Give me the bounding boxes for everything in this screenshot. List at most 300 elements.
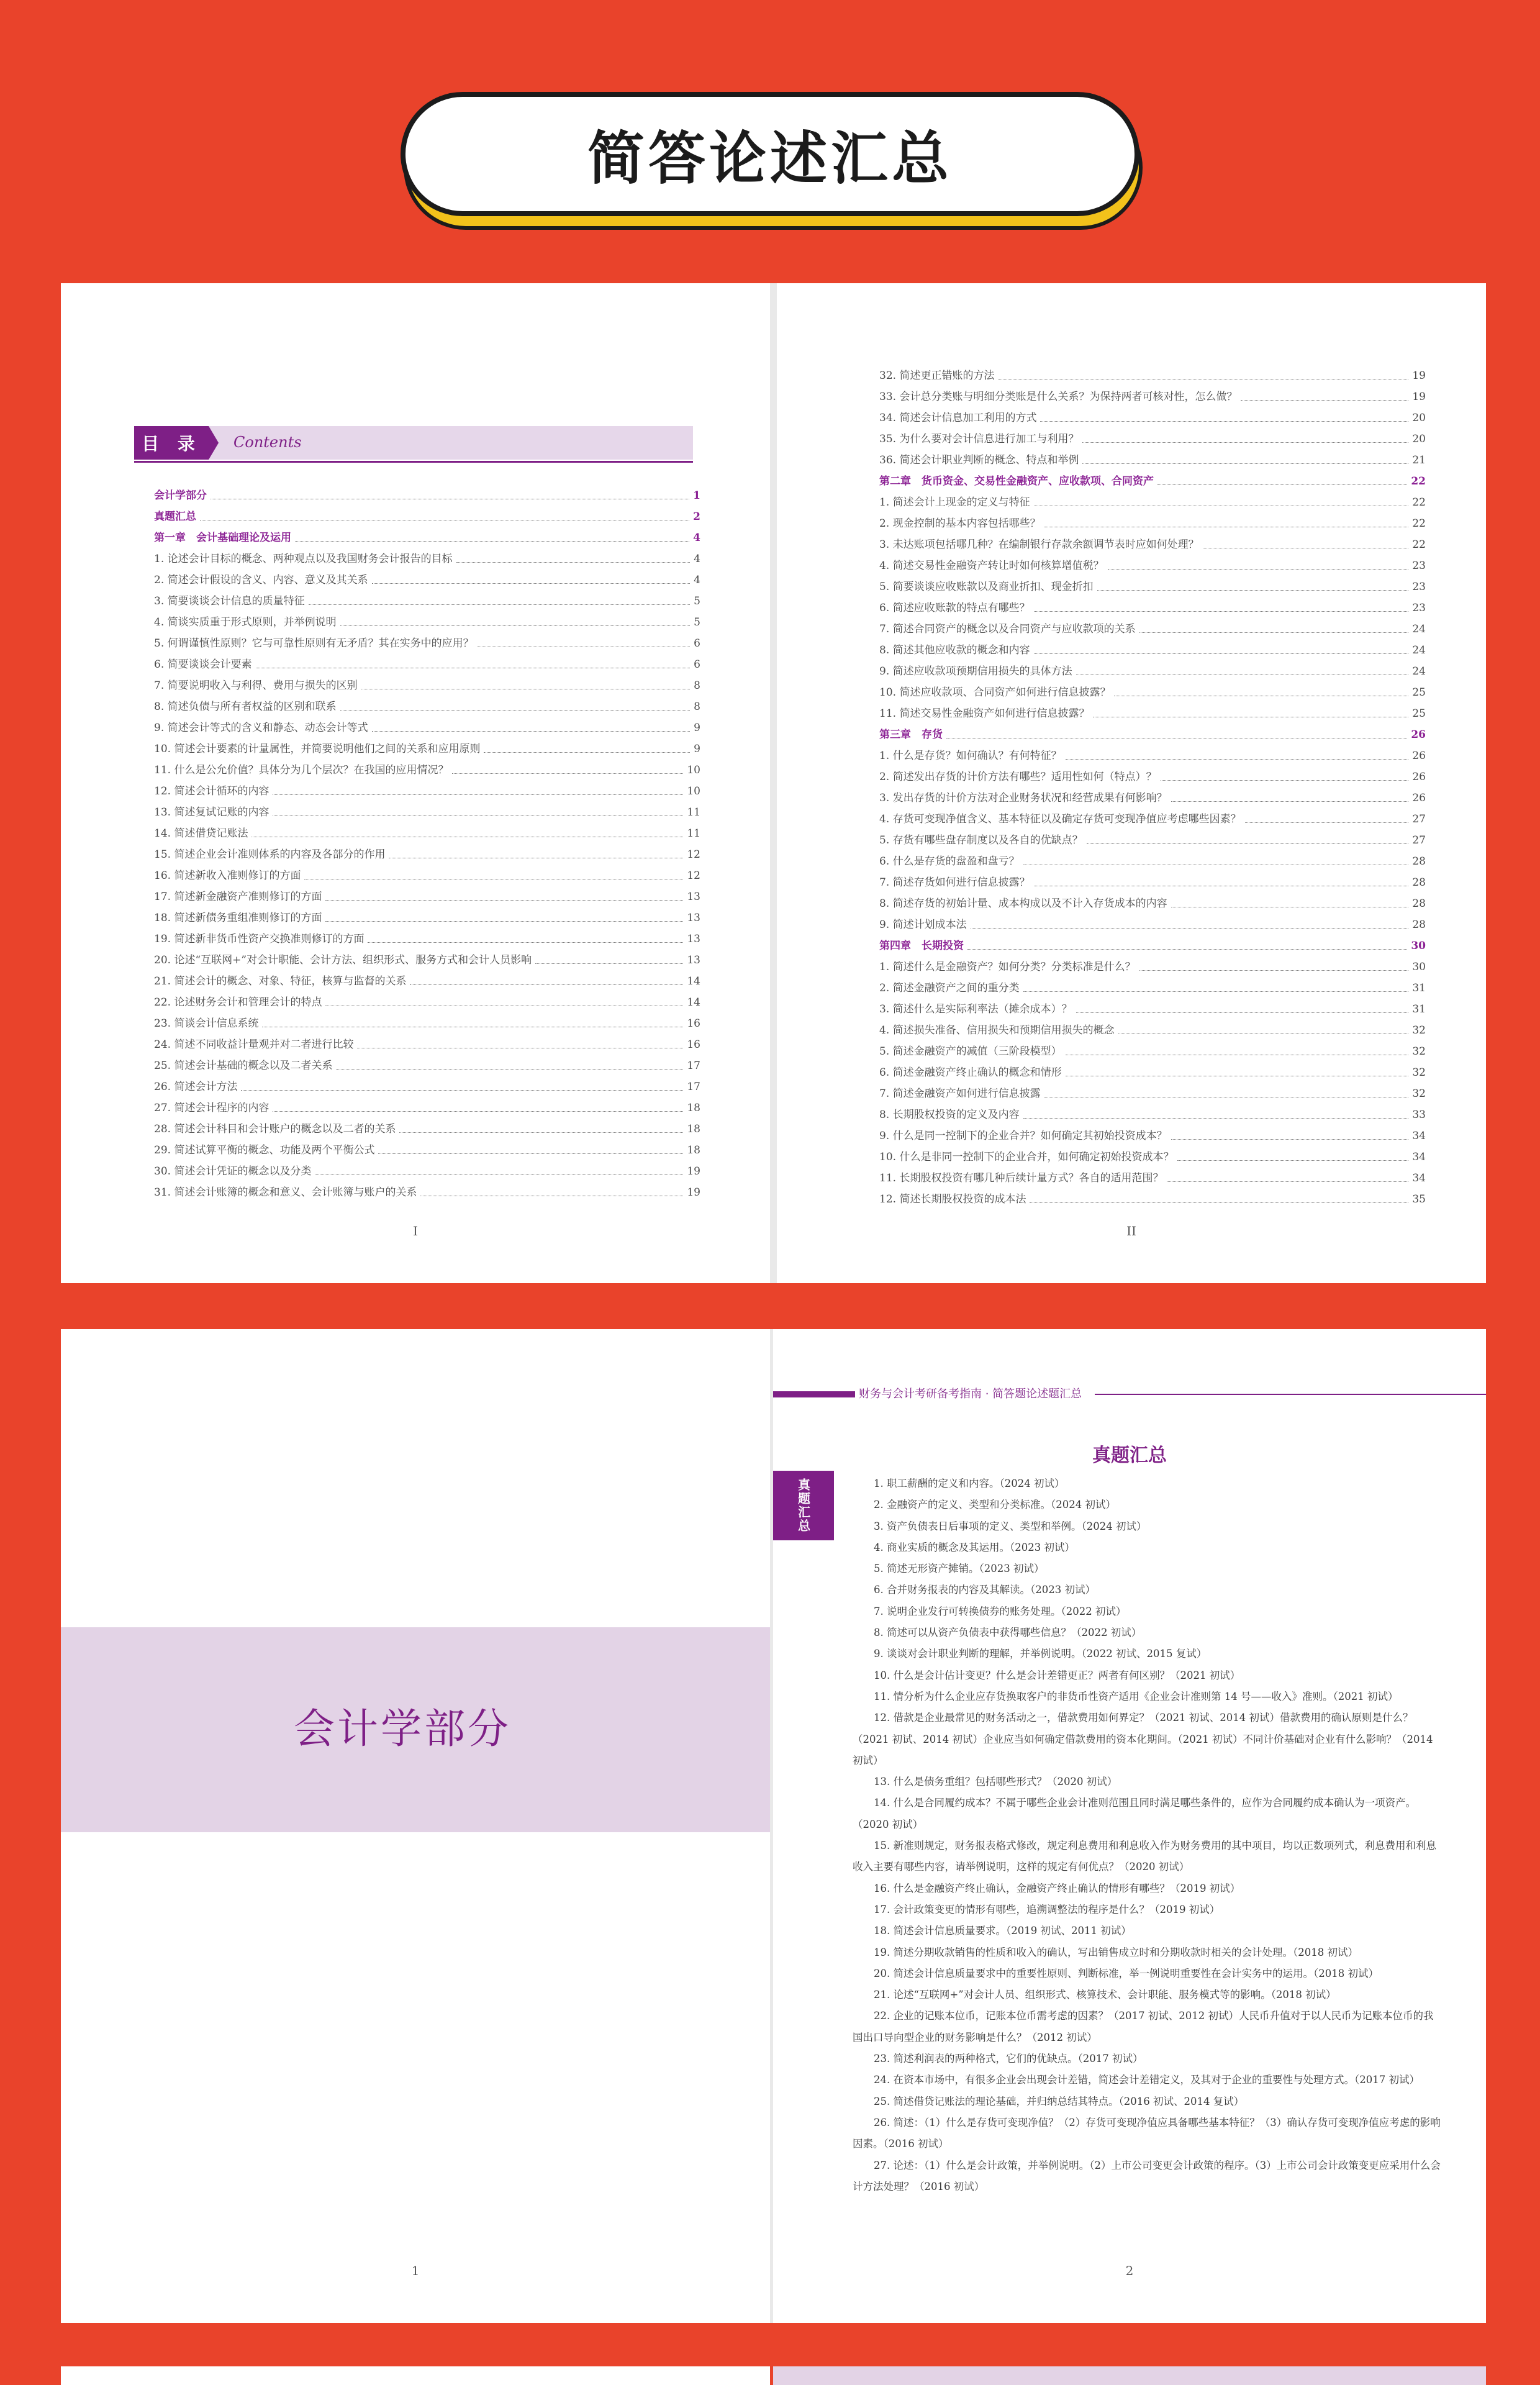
toc-entry-title: 2. 现金控制的基本内容包括哪些？ bbox=[879, 517, 1041, 530]
toc-leader bbox=[1241, 386, 1408, 401]
toc-leader bbox=[273, 1097, 683, 1112]
toc-entry-page: 18 bbox=[687, 1123, 700, 1135]
toc-entry-page: 26 bbox=[1411, 729, 1426, 741]
toc-entry-page: 5 bbox=[694, 595, 700, 607]
toc-entry-title: 8. 简述负债与所有者权益的区别和联系 bbox=[154, 701, 337, 713]
toc-entry[interactable] bbox=[879, 429, 1426, 450]
question-item: 27. 论述：（1）什么是会计政策，并举例说明。（2）上市公司变更会计政策的程序。（3）上市公司会计政策变更应采用什么会计方法处理？（2016 初试） bbox=[853, 2159, 1441, 2192]
toc-section-entry[interactable] bbox=[154, 527, 700, 548]
toc-entry[interactable] bbox=[879, 788, 1426, 809]
toc-leader bbox=[241, 1076, 683, 1091]
toc-leader bbox=[1139, 956, 1409, 971]
toc-leader bbox=[200, 506, 689, 520]
toc-section-entry[interactable] bbox=[879, 935, 1426, 956]
toc-entry[interactable] bbox=[879, 1083, 1426, 1104]
toc-entry-title: 第四章 长期投资 bbox=[879, 940, 964, 952]
toc-entry[interactable] bbox=[879, 407, 1426, 429]
toc-entry-page: 20 bbox=[1412, 433, 1426, 445]
toc-entry-title: 3. 发出存货的计价方法对企业财务状况和经营成果有何影响？ bbox=[879, 792, 1167, 804]
toc-entry-title: 6. 简要谈谈会计要素 bbox=[154, 658, 252, 671]
toc-leader bbox=[325, 886, 683, 901]
toc-entry[interactable] bbox=[879, 1125, 1426, 1147]
toc-leader bbox=[946, 724, 1407, 738]
toc-entry-page: 28 bbox=[1412, 919, 1426, 931]
toc-leader bbox=[1066, 1041, 1409, 1055]
toc-entry[interactable] bbox=[154, 781, 700, 802]
toc-entry-title: 第二章 货币资金、交易性金融资产、应收款项、合同资产 bbox=[879, 475, 1154, 488]
toc-entry-page: 24 bbox=[1412, 644, 1426, 656]
toc-entry-title: 5. 简要谈谈应收账款以及商业折扣、现金折扣 bbox=[879, 581, 1094, 593]
toc-leader bbox=[1097, 576, 1409, 591]
toc-entry-title: 10. 简述会计要素的计量属性，并简要说明他们之间的关系和应用原则 bbox=[154, 743, 481, 755]
toc-entry-title: 29. 简述试算平衡的概念、功能及两个平衡公式 bbox=[154, 1144, 375, 1156]
toc-entry[interactable] bbox=[879, 576, 1426, 597]
toc-entry[interactable] bbox=[154, 886, 700, 907]
toc-entry[interactable] bbox=[879, 640, 1426, 661]
toc-entry-title: 11. 简述交易性金融资产如何进行信息披露？ bbox=[879, 707, 1090, 720]
toc-entry-title: 11. 长期股权投资有哪几种后续计量方式？各自的适用范围？ bbox=[879, 1172, 1164, 1184]
toc-entry[interactable] bbox=[154, 1140, 700, 1161]
toc-entry-page: 13 bbox=[687, 954, 700, 966]
toc-entry[interactable] bbox=[154, 1161, 700, 1182]
toc-entry-title: 3. 简述什么是实际利率法（摊余成本）？ bbox=[879, 1003, 1072, 1015]
toc-entry-title: 20. 论述“互联网+”对会计职能、会计方法、组织形式、服务方式和会计人员影响 bbox=[154, 954, 532, 966]
toc-entry-page: 11 bbox=[687, 827, 700, 840]
toc-entry-page: 31 bbox=[1412, 982, 1426, 994]
toc-entry[interactable] bbox=[879, 555, 1426, 576]
toc-entry-title: 12. 简述会计循环的内容 bbox=[154, 785, 270, 797]
toc-entry[interactable] bbox=[879, 386, 1426, 407]
toc-entry-page: 17 bbox=[687, 1060, 700, 1072]
toc-entry-title: 23. 简谈会计信息系统 bbox=[154, 1017, 259, 1030]
toc-entry[interactable] bbox=[879, 1168, 1426, 1189]
toc-entry-page: 34 bbox=[1412, 1130, 1426, 1142]
question-item: 6. 合并财务报表的内容及其解读。（2023 初试） bbox=[874, 1584, 1095, 1596]
toc-entry-page: 19 bbox=[687, 1165, 700, 1178]
toc-entry-page: 33 bbox=[1412, 1109, 1426, 1121]
toc-entry[interactable] bbox=[879, 1147, 1426, 1168]
toc-entry-page: 9 bbox=[694, 722, 700, 734]
toc-entry-title: 13. 简述复试记账的内容 bbox=[154, 806, 270, 819]
question-item: 12. 借款是企业最常见的财务活动之一，借款费用如何界定？（2021 初试、2014 初试）借款费用的确认原则是什么？（2021 初试、2014 初试）企业应当如何确定借款费用的资本化期间。（2021 初试）不同计价基础对企业有什么影响？（2014 初试） bbox=[853, 1712, 1433, 1766]
toc-entry-title: 30. 简述会计凭证的概念以及分类 bbox=[154, 1165, 312, 1178]
toc-entry[interactable] bbox=[154, 865, 700, 886]
page-number: I bbox=[413, 1224, 418, 1238]
toc-leader bbox=[361, 675, 691, 689]
question-item: 26. 简述：（1）什么是存货可变现净值？（2）存货可变现净值应具备哪些基本特征？（3）确认存货可变现净值应考虑的影响因素。（2016 初试） bbox=[853, 2116, 1441, 2150]
toc-leader bbox=[357, 1034, 683, 1048]
toc-leader bbox=[1030, 1189, 1408, 1203]
toc-entry[interactable] bbox=[154, 907, 700, 929]
toc-entry[interactable] bbox=[154, 760, 700, 781]
toc-entry[interactable] bbox=[879, 766, 1426, 788]
toc-entry-page: 10 bbox=[687, 785, 700, 797]
real-questions-page bbox=[773, 1329, 1486, 2323]
page-number: 1 bbox=[411, 2263, 420, 2278]
toc-entry-title: 17. 简述新金融资产准则修订的方面 bbox=[154, 891, 322, 903]
toc-section-entry[interactable] bbox=[154, 485, 700, 506]
page-number: II bbox=[1126, 1224, 1136, 1238]
toc-leader bbox=[1023, 1104, 1409, 1119]
toc-entry-title: 1. 简述会计上现金的定义与特征 bbox=[879, 496, 1030, 509]
toc-leader bbox=[456, 548, 691, 563]
toc-entry-page: 14 bbox=[687, 996, 700, 1009]
question-list bbox=[853, 1473, 1443, 2197]
toc-tag-arrow bbox=[209, 426, 219, 460]
toc-section-entry[interactable] bbox=[154, 506, 700, 527]
toc-entry-page: 9 bbox=[694, 743, 700, 755]
toc-leader bbox=[340, 612, 691, 626]
toc-entry[interactable] bbox=[154, 950, 700, 971]
toc-entry[interactable] bbox=[879, 597, 1426, 619]
toc-entry-page: 8 bbox=[694, 679, 700, 692]
toc-entry-page: 4 bbox=[693, 532, 700, 544]
toc-entry[interactable] bbox=[879, 1189, 1426, 1210]
toc-entry-page: 10 bbox=[687, 764, 700, 776]
toc-entry[interactable] bbox=[154, 591, 700, 612]
toc-leader bbox=[1157, 471, 1407, 485]
toc-entry-title: 1. 什么是存货？如何确认？有何特征？ bbox=[879, 750, 1062, 762]
toc-entry[interactable] bbox=[879, 1104, 1426, 1125]
toc-leader bbox=[1044, 1083, 1409, 1097]
toc-leader bbox=[340, 696, 691, 711]
toc-leader bbox=[251, 823, 683, 837]
toc-entry[interactable] bbox=[154, 1034, 700, 1055]
question-item: 8. 简述可以从资产负债表中获得哪些信息？（2022 初试） bbox=[874, 1627, 1142, 1639]
toc-entry-title: 6. 简述金融资产终止确认的概念和情形 bbox=[879, 1066, 1062, 1079]
toc-entry-page: 6 bbox=[694, 658, 700, 671]
toc-entry-title: 5. 存货有哪些盘存制度以及各自的优缺点？ bbox=[879, 834, 1083, 847]
toc-contents-label: Contents bbox=[233, 434, 302, 451]
toc-entry-title: 2. 简述发出存货的计价方法有哪些？适用性如何（特点）？ bbox=[879, 771, 1157, 783]
side-tab: 真题汇总 bbox=[773, 1471, 834, 1540]
toc-leader bbox=[535, 950, 683, 964]
toc-entry[interactable] bbox=[879, 534, 1426, 555]
question-item: 24. 在资本市场中，有很多企业会出现会计差错，简述会计差错定义，及其对于企业的重要性与处理方式。（2017 初试） bbox=[874, 2074, 1420, 2086]
toc-entry[interactable] bbox=[154, 1097, 700, 1119]
toc-entry[interactable] bbox=[154, 929, 700, 950]
toc-leader bbox=[1040, 407, 1408, 422]
toc-entry-title: 9. 简述应收款项预期信用损失的具体方法 bbox=[879, 665, 1072, 678]
toc-entry-title: 会计学部分 bbox=[154, 489, 207, 502]
toc-section-entry[interactable] bbox=[879, 471, 1426, 492]
toc-entry[interactable] bbox=[879, 365, 1426, 386]
toc-entry[interactable] bbox=[154, 738, 700, 760]
toc-entry-page: 22 bbox=[1412, 538, 1426, 551]
toc-leader bbox=[1066, 745, 1409, 760]
toc-entry[interactable] bbox=[879, 492, 1426, 513]
toc-leader bbox=[211, 485, 689, 499]
toc-entry[interactable] bbox=[879, 872, 1426, 893]
toc-entry-title: 16. 简述新收入准则修订的方面 bbox=[154, 870, 301, 882]
toc-entry-title: 34. 简述会计信息加工利用的方式 bbox=[879, 412, 1037, 424]
toc-entry-page: 22 bbox=[1412, 496, 1426, 509]
toc-leader bbox=[256, 654, 691, 668]
toc-entry-title: 5. 何谓谨慎性原则？它与可靠性原则有无矛盾？其在实务中的应用？ bbox=[154, 637, 474, 650]
question-item: 16. 什么是金融资产终止确认，金融资产终止确认的情形有哪些？（2019 初试） bbox=[874, 1882, 1241, 1894]
toc-leader bbox=[1245, 809, 1409, 823]
toc-entry-title: 21. 简述会计的概念、对象、特征，核算与监督的关系 bbox=[154, 975, 407, 988]
toc-entry-title: 1. 简述什么是金融资产？如何分类？分类标准是什么？ bbox=[879, 961, 1136, 973]
toc-entry-page: 26 bbox=[1412, 750, 1426, 762]
toc-entry-page: 26 bbox=[1412, 792, 1426, 804]
toc-leader bbox=[325, 992, 683, 1006]
toc-entry[interactable] bbox=[154, 717, 700, 738]
toc-entry-title: 第一章 会计基础理论及运用 bbox=[154, 532, 291, 544]
toc-entry-title: 36. 简述会计职业判断的概念、特点和举例 bbox=[879, 454, 1079, 466]
toc-entry-title: 7. 简要说明收入与利得、费用与损失的区别 bbox=[154, 679, 358, 692]
toc-entry-title: 8. 简述其他应收款的概念和内容 bbox=[879, 644, 1030, 656]
section-title: 真题汇总 bbox=[1092, 1445, 1167, 1466]
toc-entry-page: 21 bbox=[1412, 454, 1426, 466]
question-item: 22. 企业的记账本位币，记账本位币需考虑的因素？（2017 初试、2012 初试）人民币升值对于以人民币为记账本位币的我国出口导向型企业的财务影响是什么？（2012 初试） bbox=[853, 2010, 1434, 2043]
toc-entry-page: 5 bbox=[694, 616, 700, 629]
toc-entry-title: 4. 简述损失准备、信用损失和预期信用损失的概念 bbox=[879, 1024, 1115, 1037]
toc-leader bbox=[1044, 513, 1409, 527]
toc-entry[interactable] bbox=[879, 703, 1426, 724]
toc-list-1 bbox=[154, 485, 700, 1203]
toc-entry[interactable] bbox=[154, 675, 700, 696]
toc-entry-page: 19 bbox=[687, 1186, 700, 1199]
toc-leader bbox=[378, 1140, 683, 1154]
toc-entry[interactable] bbox=[879, 1041, 1426, 1062]
toc-entry[interactable] bbox=[879, 513, 1426, 534]
toc-entry[interactable] bbox=[879, 1062, 1426, 1083]
toc-entry-title: 28. 简述会计科目和会计账户的概念以及二者的关系 bbox=[154, 1123, 396, 1135]
toc-leader bbox=[452, 760, 683, 774]
toc-entry-title: 27. 简述会计程序的内容 bbox=[154, 1102, 270, 1114]
question-item: 9. 谈谈对会计职业判断的理解，并举例说明。（2022 初试、2015 复试） bbox=[874, 1648, 1207, 1660]
toc-list-2 bbox=[879, 365, 1426, 1210]
toc-entry[interactable] bbox=[879, 851, 1426, 872]
toc-leader bbox=[410, 971, 683, 985]
toc-entry-page: 4 bbox=[694, 553, 700, 565]
toc-entry-page: 32 bbox=[1412, 1066, 1426, 1079]
toc-entry[interactable] bbox=[879, 893, 1426, 914]
toc-entry-page: 27 bbox=[1412, 813, 1426, 825]
toc-entry-page: 25 bbox=[1412, 686, 1426, 699]
toc-leader bbox=[478, 633, 691, 647]
toc-entry[interactable] bbox=[879, 914, 1426, 935]
toc-entry-title: 32. 简述更正错账的方法 bbox=[879, 370, 995, 382]
toc-entry[interactable] bbox=[154, 1076, 700, 1097]
question-item: 15. 新准则规定，财务报表格式修改，规定利息费用和利息收入作为财务费用的其中项目，均以正数项列式，利息费用和利息收入主要有哪些内容，请举例说明，这样的规定有何优点？（2020 初试） bbox=[853, 1840, 1436, 1873]
toc-entry-page: 13 bbox=[687, 912, 700, 924]
toc-leader bbox=[262, 1013, 683, 1027]
toc-entry[interactable] bbox=[879, 745, 1426, 766]
toc-entry-page: 28 bbox=[1412, 897, 1426, 910]
toc-entry-page: 4 bbox=[694, 574, 700, 586]
toc-entry-title: 14. 简述借贷记账法 bbox=[154, 827, 248, 840]
question-item: 18. 简述会计信息质量要求。（2019 初试、2011 初试） bbox=[874, 1925, 1131, 1937]
toc-entry-page: 19 bbox=[1412, 391, 1426, 403]
toc-entry-title: 真题汇总 bbox=[154, 511, 196, 523]
toc-leader bbox=[1076, 999, 1409, 1013]
toc-leader bbox=[368, 929, 683, 943]
toc-entry-title: 4. 存货可变现净值含义、基本特征以及确定存货可变现净值应考虑哪些因素？ bbox=[879, 813, 1241, 825]
toc-leader bbox=[1139, 619, 1409, 633]
question-item: 2. 金融资产的定义、类型和分类标准。（2024 初试） bbox=[874, 1499, 1116, 1511]
toc-entry-page: 22 bbox=[1411, 475, 1426, 488]
toc-leader bbox=[1034, 492, 1409, 506]
toc-entry-title: 6. 简述应收账款的特点有哪些？ bbox=[879, 602, 1030, 614]
toc-entry[interactable] bbox=[154, 1119, 700, 1140]
title-banner bbox=[401, 92, 1139, 216]
toc-entry[interactable] bbox=[154, 802, 700, 823]
toc-entry-title: 15. 简述企业会计准则体系的内容及各部分的作用 bbox=[154, 848, 386, 861]
toc-entry-page: 19 bbox=[1412, 370, 1426, 382]
toc-entry[interactable] bbox=[879, 956, 1426, 978]
toc-leader bbox=[1082, 450, 1408, 464]
toc-leader bbox=[273, 802, 683, 816]
running-head-rule bbox=[1095, 1394, 1486, 1395]
toc-entry[interactable] bbox=[154, 823, 700, 844]
toc-leader bbox=[1177, 1147, 1408, 1161]
toc-entry-title: 2. 简述会计假设的含义、内容、意义及其关系 bbox=[154, 574, 368, 586]
toc-entry-page: 11 bbox=[687, 806, 700, 819]
toc-entry-title: 10. 什么是非同一控制下的企业合并，如何确定初始投资成本？ bbox=[879, 1151, 1174, 1163]
question-item: 20. 简述会计信息质量要求中的重要性原则、判断标准，举一例说明重要性在会计实务中的运用。（2018 初试） bbox=[874, 1967, 1379, 1979]
toc-leader bbox=[1171, 1125, 1409, 1140]
toc-leader bbox=[1203, 534, 1409, 548]
toc-entry-page: 32 bbox=[1412, 1088, 1426, 1100]
toc-leader bbox=[372, 717, 691, 732]
question-item: 25. 简述借贷记账法的理论基础，并归纳总结其特点。（2016 初试、2014 复试） bbox=[874, 2095, 1244, 2107]
toc-leader bbox=[399, 1119, 683, 1133]
toc-leader bbox=[971, 914, 1409, 929]
toc-entry-page: 8 bbox=[694, 701, 700, 713]
toc-entry-page: 12 bbox=[687, 870, 700, 882]
toc-entry-title: 7. 简述金融资产如何进行信息披露 bbox=[879, 1088, 1041, 1100]
toc-section-entry[interactable] bbox=[879, 724, 1426, 745]
toc-entry-page: 28 bbox=[1412, 876, 1426, 889]
toc-entry-page: 18 bbox=[687, 1102, 700, 1114]
toc-leader bbox=[998, 365, 1408, 379]
question-item: 3. 资产负债表日后事项的定义、类型和举例。（2024 初试） bbox=[874, 1520, 1147, 1532]
toc-entry-title: 25. 简述会计基础的概念以及二者关系 bbox=[154, 1060, 333, 1072]
toc-entry-page: 20 bbox=[1412, 412, 1426, 424]
toc-page-1 bbox=[61, 283, 770, 1283]
toc-entry[interactable] bbox=[154, 570, 700, 591]
toc-entry-title: 9. 简述计划成本法 bbox=[879, 919, 967, 931]
toc-entry[interactable] bbox=[154, 548, 700, 570]
toc-entry[interactable] bbox=[154, 696, 700, 717]
toc-entry[interactable] bbox=[879, 999, 1426, 1020]
toc-entry-page: 23 bbox=[1412, 560, 1426, 572]
question-item: 1. 职工薪酬的定义和内容。（2024 初试） bbox=[874, 1478, 1065, 1489]
toc-entry[interactable] bbox=[154, 1055, 700, 1076]
toc-entry-title: 2. 简述金融资产之间的重分类 bbox=[879, 982, 1020, 994]
toc-entry[interactable] bbox=[154, 612, 700, 633]
toc-entry-title: 11. 什么是公允价值？具体分为几个层次？在我国的应用情况？ bbox=[154, 764, 449, 776]
toc-entry[interactable] bbox=[154, 1013, 700, 1034]
toc-entry-title: 9. 简述会计等式的含义和静态、动态会计等式 bbox=[154, 722, 368, 734]
toc-entry-page: 28 bbox=[1412, 855, 1426, 868]
toc-leader bbox=[1108, 555, 1409, 570]
toc-leader bbox=[1167, 1168, 1408, 1182]
toc-leader bbox=[295, 527, 689, 542]
question-item: 11. 情分析为什么企业应存货换取客户的非货币性资产适用《企业会计准则第 14 号——收入》准则。（2021 初试） bbox=[874, 1690, 1398, 1702]
toc-entry-title: 8. 简述存货的初始计量、成本构成以及不计入存货成本的内容 bbox=[879, 897, 1167, 910]
next-page-left bbox=[61, 2366, 770, 2385]
toc-entry-title: 31. 简述会计账簿的概念和意义、会计账簿与账户的关系 bbox=[154, 1186, 417, 1199]
toc-leader bbox=[1171, 788, 1409, 802]
toc-entry-title: 22. 论述财务会计和管理会计的特点 bbox=[154, 996, 322, 1009]
toc-entry-page: 35 bbox=[1412, 1193, 1426, 1206]
question-item: 17. 会计政策变更的情形有哪些，追溯调整法的程序是什么？（2019 初试） bbox=[874, 1903, 1220, 1915]
toc-entry-page: 6 bbox=[694, 637, 700, 650]
toc-entry[interactable] bbox=[879, 830, 1426, 851]
toc-leader bbox=[304, 865, 683, 879]
toc-entry-page: 34 bbox=[1412, 1151, 1426, 1163]
question-item: 19. 简述分期收款销售的性质和收入的确认，写出销售成立时和分期收款时相关的会计处理。（2018 初试） bbox=[874, 1946, 1358, 1958]
toc-leader bbox=[325, 907, 683, 922]
part-title-page bbox=[61, 1329, 770, 2323]
toc-entry-page: 23 bbox=[1412, 581, 1426, 593]
page-number: 2 bbox=[1125, 2263, 1134, 2278]
toc-entry-title: 6. 什么是存货的盘盈和盘亏？ bbox=[879, 855, 1020, 868]
toc-entry-title: 3. 未达账项包括哪几种？在编制银行存款余额调节表时应如何处理？ bbox=[879, 538, 1199, 551]
toc-entry[interactable] bbox=[879, 450, 1426, 471]
toc-entry-title: 35. 为什么要对会计信息进行加工与利用？ bbox=[879, 433, 1079, 445]
toc-entry-page: 12 bbox=[687, 848, 700, 861]
toc-entry[interactable] bbox=[879, 661, 1426, 682]
question-item: 21. 论述“互联网+”对会计人员、组织形式、核算技术、会计职能、服务模式等的影响。（2018 初试） bbox=[874, 1989, 1336, 2001]
toc-entry[interactable] bbox=[879, 978, 1426, 999]
toc-entry[interactable] bbox=[879, 1020, 1426, 1041]
toc-entry-page: 22 bbox=[1412, 517, 1426, 530]
toc-entry-page: 30 bbox=[1412, 961, 1426, 973]
toc-entry-page: 13 bbox=[687, 891, 700, 903]
toc-entry[interactable] bbox=[154, 992, 700, 1013]
toc-leader bbox=[1114, 682, 1408, 696]
toc-leader bbox=[309, 591, 691, 605]
toc-entry-page: 1 bbox=[693, 489, 700, 502]
part-title: 会计学部分 bbox=[294, 1705, 511, 1753]
toc-leader bbox=[1034, 640, 1409, 654]
toc-entry[interactable] bbox=[879, 619, 1426, 640]
toc-entry[interactable] bbox=[879, 809, 1426, 830]
toc-leader bbox=[1034, 597, 1409, 612]
toc-entry[interactable] bbox=[154, 844, 700, 865]
toc-entry-page: 23 bbox=[1412, 602, 1426, 614]
toc-entry-page: 34 bbox=[1412, 1172, 1426, 1184]
running-head: 财务与会计考研备考指南 · 简答题论述题汇总 bbox=[859, 1388, 1082, 1401]
toc-entry[interactable] bbox=[879, 682, 1426, 703]
toc-leader bbox=[389, 844, 683, 858]
toc-leader bbox=[1171, 893, 1409, 907]
toc-entry-title: 9. 什么是同一控制下的企业合并？如何确定其初始投资成本？ bbox=[879, 1130, 1167, 1142]
toc-leader bbox=[1161, 766, 1409, 781]
toc-entry-title: 5. 简述金融资产的减值（三阶段模型） bbox=[879, 1045, 1062, 1058]
toc-entry-page: 14 bbox=[687, 975, 700, 988]
toc-entry-page: 24 bbox=[1412, 665, 1426, 678]
banner-title: 简答论述汇总 bbox=[587, 125, 953, 192]
toc-entry-title: 7. 简述合同资产的概念以及合同资产与应收款项的关系 bbox=[879, 623, 1136, 635]
toc-entry[interactable] bbox=[154, 654, 700, 675]
toc-tag: 目 录 bbox=[134, 426, 209, 460]
running-head-bar bbox=[773, 1391, 855, 1397]
toc-entry-page: 32 bbox=[1412, 1045, 1426, 1058]
toc-entry[interactable] bbox=[154, 1182, 700, 1203]
toc-header bbox=[134, 426, 693, 460]
question-item: 4. 商业实质的概念及其运用。（2023 初试） bbox=[874, 1541, 1075, 1553]
toc-entry-page: 26 bbox=[1412, 771, 1426, 783]
toc-entry[interactable] bbox=[154, 971, 700, 992]
toc-entry-title: 19. 简述新非货币性资产交换准则修订的方面 bbox=[154, 933, 365, 945]
toc-entry-page: 32 bbox=[1412, 1024, 1426, 1037]
toc-entry[interactable] bbox=[154, 633, 700, 654]
